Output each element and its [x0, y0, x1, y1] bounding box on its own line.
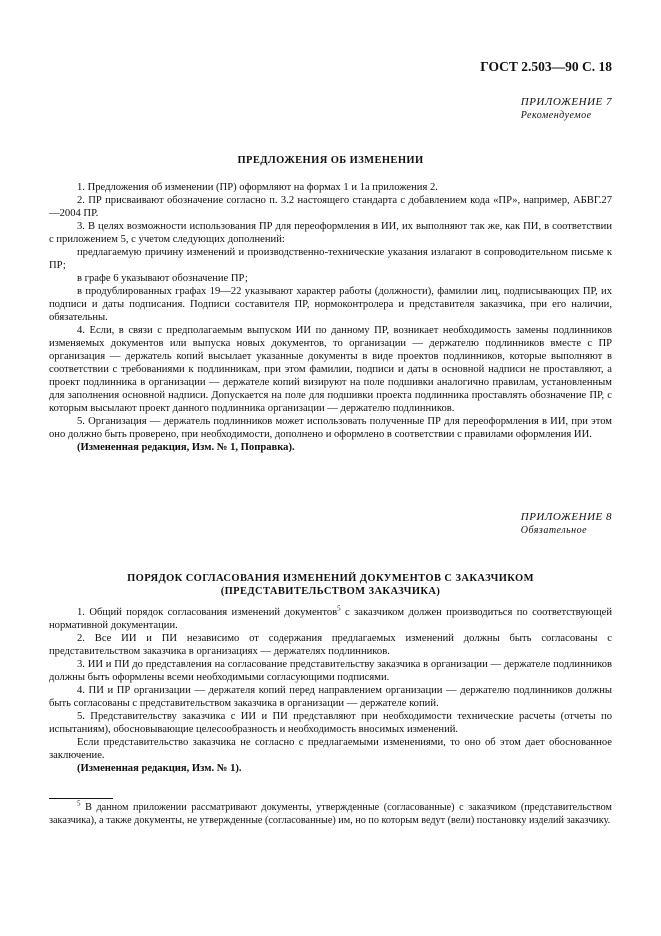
text: с заказчиком должен производиться по соответствующей нормативной документации. — [49, 607, 612, 631]
appendix-label: ПРИЛОЖЕНИЕ 7 — [520, 96, 612, 108]
paragraph: 3. В целях возможности использования ПР для переоформления в ИИ, их выполняют так же, как ПИ, в соответствии с приложением 5, с учетом следующих дополнений: — [49, 221, 612, 245]
paragraph — [49, 606, 612, 632]
appendix-8-body — [49, 606, 612, 775]
paragraph: 2. ПР присваивают обозначение согласно п. 3.2 настоящего стандарта с добавлением кода «ПР», например, АБВГ.27—2004 ПР. — [49, 195, 612, 219]
text: 1. Общий порядок согласования изменений документов — [77, 607, 338, 618]
appendix-8-title — [0, 572, 661, 598]
appendix-8-label — [521, 511, 612, 537]
paragraph: 5. Организация — держатель подлинников может использовать полученные ПР для переоформления в ИИ, при этом оно должно быть проверено, при необходимости, дополнено и оформлено в соответствии с правилами оформления ИИ. — [49, 416, 612, 440]
paragraph: 2. Все ИИ и ПИ независимо от содержания предлагаемых изменений должны быть согласованы с представительством заказчика в организациях — держателях подлинников. — [49, 633, 612, 657]
appendix-status: Рекомендуемое — [520, 110, 592, 121]
footnote-divider — [49, 798, 113, 799]
title-line: (ПРЕДСТАВИТЕЛЬСТВОМ ЗАКАЗЧИКА) — [220, 586, 441, 597]
paragraph: 4. ПИ и ПР организации — держателя копий перед направлением организации — держателю подлинников должны быть согласованы с представительством заказчика в организации — держателе копий. — [49, 685, 612, 709]
paragraph: 5. Представительству заказчика с ИИ и ПИ представляют при необходимости технические расчеты (отчеты по испытаниям), обосновывающие целесообразность и необходимость вносимых изменений. — [49, 711, 612, 735]
paragraph: 4. Если, в связи с предполагаемым выпуском ИИ по данному ПР, возникает необходимость замены подлинников изменяемых документов или выпуска новых документов, то организации — держателю подлинников вместе с ПР организация — держатель копий высылает указанные документы в виде проектов подлинников, которые выполняют в соответствии с требованиями к подлинникам, при этом фамилии, подписи и даты в основной надписи не проставляют, а проект подлинника в организации — держателе копий визируют на поле подшивки аналогично правилам, установленным для заполнения основной надписи. Допускается на поле для подшивки проекта подлинника проставлять обозначение ПР, с которым высылают проект данного подлинника организации — держателю подлинников. — [49, 325, 612, 414]
footnote — [49, 801, 612, 827]
appendix-7-title: ПРЕДЛОЖЕНИЯ ОБ ИЗМЕНЕНИИ — [237, 155, 424, 166]
footnote-text: В данном приложении рассматривают документы, утвержденные (согласованные) с заказчиком (представительством заказчика), а также документы, не утвержденные (согласованные) им, но по которым ведут (вели) постановку изделий заказчику. — [49, 802, 612, 826]
appendix-7-label — [521, 96, 612, 122]
page-header: ГОСТ 2.503—90 С. 18 — [480, 59, 612, 74]
title-line: ПОРЯДОК СОГЛАСОВАНИЯ ИЗМЕНЕНИЙ ДОКУМЕНТОВ С ЗАКАЗЧИКОМ — [127, 573, 534, 584]
paragraph: в продублированных графах 19—22 указывают характер работы (должности), фамилии лиц, подписывающих ПР, их подписи и даты подписания. Подписи составителя ПР, нормоконтролера и представителя заказчика, при его наличии, обязательны. — [49, 286, 612, 323]
paragraph: предлагаемую причину изменений и производственно-технические указания излагают в сопроводительном письме к ПР; — [49, 247, 612, 271]
revision-note: (Измененная редакция, Изм. № 1, Поправка). — [77, 442, 295, 453]
paragraph: 3. ИИ и ПИ до представления на согласование представительству заказчика в организации — держателе подлинников должны быть оформлены всеми необходимыми согласующими подписями. — [49, 659, 612, 683]
paragraph: в графе 6 указывают обозначение ПР; — [77, 273, 248, 284]
paragraph: Если представительство заказчика не согласно с предлагаемыми изменениями, то оно об этом дает обоснованное заключение. — [49, 737, 612, 761]
appendix-status: Обязательное — [520, 525, 588, 536]
appendix-7-body — [49, 181, 612, 454]
appendix-label: ПРИЛОЖЕНИЕ 8 — [520, 511, 612, 523]
footnote-ref[interactable]: 5 — [337, 604, 341, 613]
footnote-mark: 5 — [77, 799, 81, 808]
revision-note: (Измененная редакция, Изм. № 1). — [77, 763, 242, 774]
paragraph: 1. Предложения об изменении (ПР) оформляют на формах 1 и 1а приложения 2. — [77, 182, 438, 193]
